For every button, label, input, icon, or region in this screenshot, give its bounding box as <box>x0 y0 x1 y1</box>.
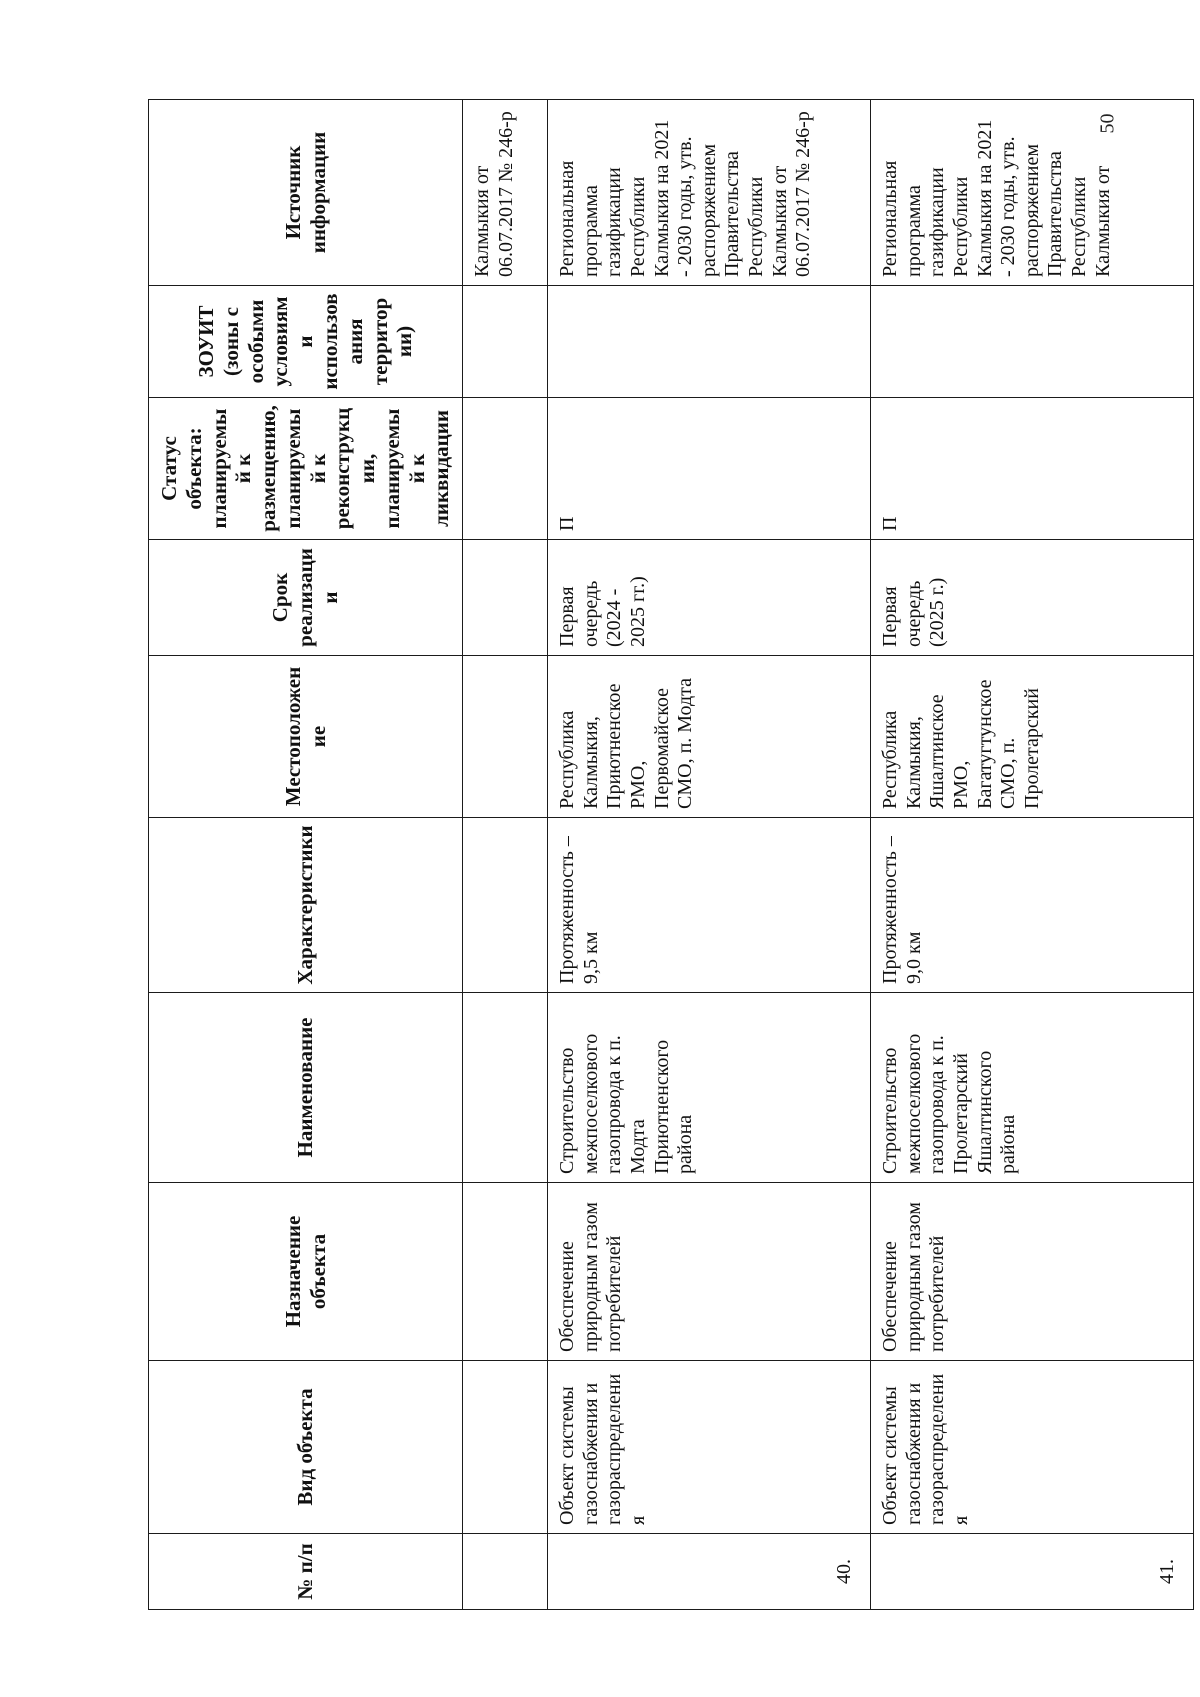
object-characteristics-cell: Протяженность – 9,5 км <box>548 818 871 993</box>
object-characteristics-cell: Протяженность – 9,0 км <box>871 818 1194 993</box>
table-continuation-row <box>463 100 548 1610</box>
page-number: 50 <box>1096 113 1119 134</box>
header-status: Статус объекта: планируемый к размещению, планируемый к реконструкции, планируемый к ликвидации <box>149 398 463 540</box>
header-location: Местоположение <box>149 656 463 818</box>
continuation-number-cell <box>463 1534 548 1610</box>
row-number: 41. <box>871 1534 1194 1610</box>
header-number: № п/п <box>149 1534 463 1610</box>
row-number: 40. <box>548 1534 871 1610</box>
object-status-cell: П <box>548 398 871 540</box>
continuation-source-cell: Калмыкия от 06.07.2017 № 246-р <box>463 100 548 286</box>
implementation-deadline-cell: Первая очередь (2025 г.) <box>871 540 1194 656</box>
header-purpose: Назначение объекта <box>149 1183 463 1361</box>
zouit-cell <box>548 286 871 398</box>
continuation-characteristics-cell <box>463 818 548 993</box>
header-deadline: Срок реализации <box>149 540 463 656</box>
header-type: Вид объекта <box>149 1361 463 1534</box>
implementation-deadline-cell: Первая очередь (2024 - 2025 гг.) <box>548 540 871 656</box>
object-purpose-cell: Обеспечение природным газом потребителей <box>871 1183 1194 1361</box>
object-location-cell: Республика Калмыкия, Приютненское РМО, Первомайское СМО, п. Модта <box>548 656 871 818</box>
continuation-status-cell <box>463 398 548 540</box>
table-row-41 <box>871 100 1194 1610</box>
object-location-cell: Республика Калмыкия, Яшалтинское РМО, Багатугтунское СМО, п. Пролетарский <box>871 656 1194 818</box>
object-type-cell: Объект системы газоснабжения и газораспределения <box>548 1361 871 1534</box>
continuation-type-cell <box>463 1361 548 1534</box>
object-name-cell: Строительство межпоселкового газопровода к п. Модта Приютненского района <box>548 993 871 1183</box>
continuation-zouit-cell <box>463 286 548 398</box>
table-row-40 <box>548 100 871 1610</box>
header-name: Наименование <box>149 993 463 1183</box>
zouit-cell <box>871 286 1194 398</box>
information-source-cell: Региональная программа газификации Республики Калмыкия на 2021 - 2030 годы, утв. распоряжением Правительства Республики Калмыкия от 06.07.2017 № 246-р <box>548 100 871 286</box>
continuation-location-cell <box>463 656 548 818</box>
table-header-row <box>149 100 463 1610</box>
object-purpose-cell: Обеспечение природным газом потребителей <box>548 1183 871 1361</box>
header-zouit: ЗОУИТ (зоны с особыми условиями использования территории) <box>149 286 463 398</box>
object-type-cell: Объект системы газоснабжения и газораспределения <box>871 1361 1194 1534</box>
information-source-cell: Региональная программа газификации Республики Калмыкия на 2021 - 2030 годы, утв. распоряжением Правительства Республики Калмыкия от <box>871 100 1194 286</box>
continuation-purpose-cell <box>463 1183 548 1361</box>
header-characteristics: Характеристики <box>149 818 463 993</box>
object-status-cell: П <box>871 398 1194 540</box>
header-source: Источник информации <box>149 100 463 286</box>
continuation-deadline-cell <box>463 540 548 656</box>
object-name-cell: Строительство межпоселкового газопровода к п. Пролетарский Яшалтинского района <box>871 993 1194 1183</box>
continuation-name-cell <box>463 993 548 1183</box>
infrastructure-table <box>148 99 1194 1610</box>
